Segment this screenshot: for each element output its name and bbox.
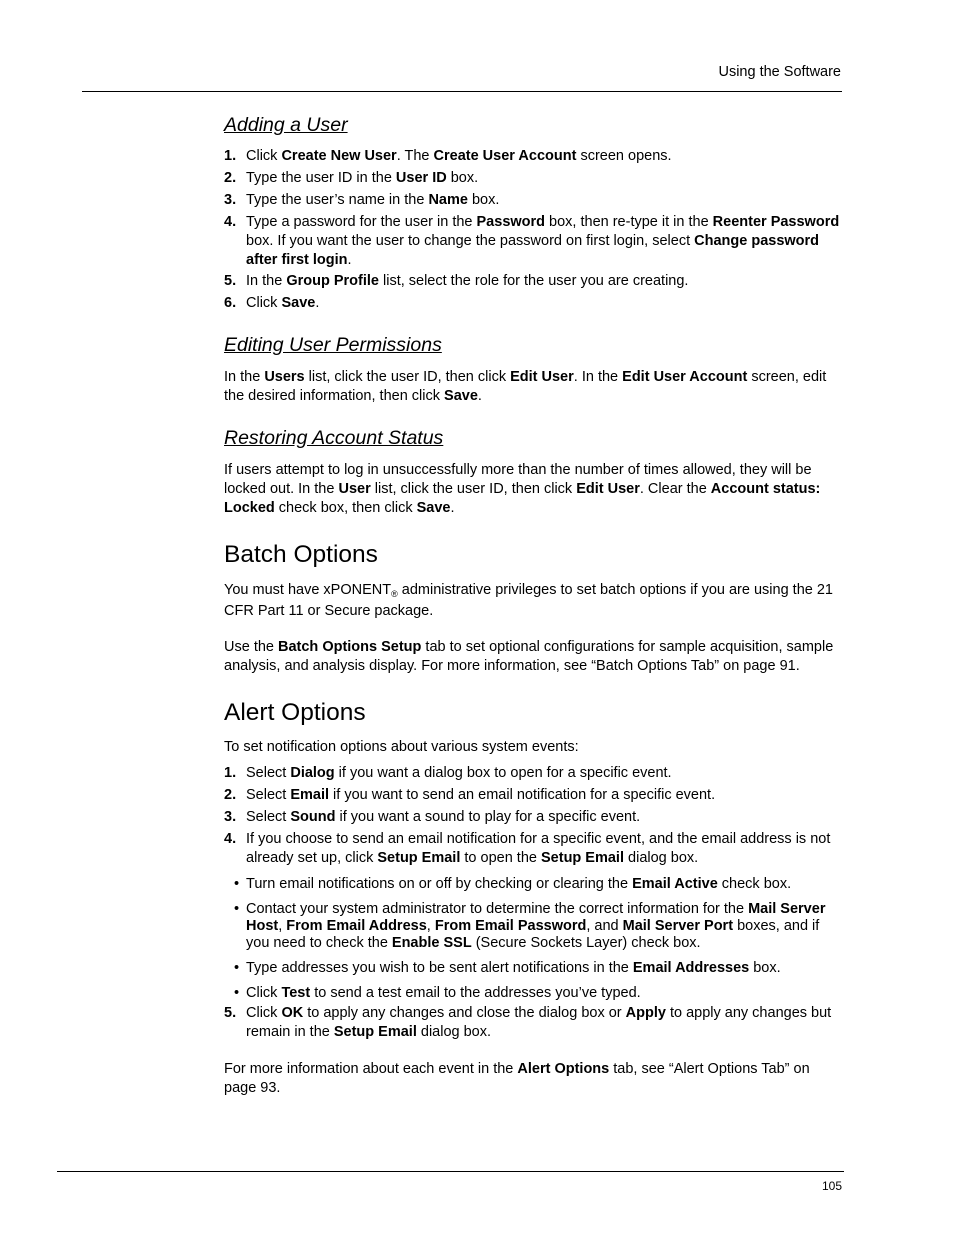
step-number: 5.: [224, 273, 237, 289]
step-number: 2.: [224, 170, 237, 186]
step-number: 1.: [224, 148, 237, 164]
footer-divider: [57, 1171, 844, 1172]
list-item: 1. Select Dialog if you want a dialog box to open for a specific event.: [224, 765, 672, 781]
bullet-icon: •: [234, 960, 240, 976]
alert-options-steps: [224, 764, 844, 868]
list-item: 2. Type the user ID in the User ID box.: [224, 170, 479, 186]
list-item: 6. Click Save.: [224, 295, 320, 311]
list-item: • Type addresses you wish to be sent alert notifications in the Email Addresses box.: [234, 960, 781, 976]
bullet-icon: •: [234, 876, 240, 892]
bullet-icon: •: [234, 985, 240, 1001]
step-number: 2.: [224, 787, 237, 803]
restoring-status-text: If users attempt to log in unsuccessfully more than the number of times allowed, they will be locked out. In the User list, click the user ID, then click Edit User. Clear the Account status: Locked check box, then click Save.: [224, 462, 821, 516]
step-number: 1.: [224, 765, 237, 781]
list-item: 1. Click Create New User. The Create User Account screen opens.: [224, 148, 672, 164]
list-item: 4. Type a password for the user in the Password box, then re-type it in the Reenter Password box. If you want the user to change the password on first login, select Change password after first login.: [224, 214, 840, 268]
list-item: • Contact your system administrator to determine the correct information for the Mail Server Host, From Email Address, From Email Password, and Mail Server Port boxes, and if you need to check the Enable SSL (Secure Sockets Layer) check box.: [234, 901, 826, 951]
adding-user-steps: [224, 147, 844, 313]
batch-options-para-2: Use the Batch Options Setup tab to set optional configurations for sample acquisition, sample analysis, and analysis display. For more information, see “Batch Options Tab” on page 91.: [224, 639, 834, 674]
list-item: 4. If you choose to send an email notification for a specific event, and the email address is not already set up, click Setup Email to open the Setup Email dialog box.: [224, 831, 831, 866]
page-content: [224, 112, 844, 1098]
list-item: • Click Test to send a test email to the addresses you’ve typed.: [234, 985, 641, 1001]
list-item: 3. Select Sound if you want a sound to play for a specific event.: [224, 809, 641, 825]
email-setup-bullets: [224, 876, 844, 1002]
step-number: 3.: [224, 192, 237, 208]
list-item: 5. In the Group Profile list, select the role for the user you are creating.: [224, 273, 689, 289]
alert-options-outro: For more information about each event in the Alert Options tab, see “Alert Options Tab” on page 93.: [224, 1061, 810, 1096]
alert-options-heading: Alert Options: [224, 699, 366, 726]
restoring-status-heading: Restoring Account Status: [224, 427, 444, 449]
list-item: • Turn email notifications on or off by checking or clearing the Email Active check box.: [234, 876, 792, 892]
page-number: 105: [821, 1179, 842, 1193]
header-divider: [82, 91, 842, 92]
step-number: 4.: [224, 214, 237, 230]
alert-options-final-step: [224, 1004, 844, 1042]
batch-options-heading: Batch Options: [224, 541, 378, 568]
list-item: 3. Type the user’s name in the Name box.: [224, 192, 500, 208]
running-header: Using the Software: [718, 64, 841, 80]
list-item: 2. Select Email if you want to send an email notification for a specific event.: [224, 787, 716, 803]
editing-permissions-heading: Editing User Permissions: [224, 334, 442, 356]
step-number: 4.: [224, 831, 237, 847]
alert-options-intro: To set notification options about various system events:: [224, 739, 579, 755]
step-number: 3.: [224, 809, 237, 825]
list-item: 5. Click OK to apply any changes and close the dialog box or Apply to apply any changes but remain in the Setup Email dialog box.: [224, 1005, 832, 1040]
batch-options-para-1: You must have xPONENT$_®$ administrative privileges to set batch options if you are using the 21 CFR Part 11 or Secure package.: [224, 582, 833, 619]
editing-permissions-text: In the Users list, click the user ID, then click Edit User. In the Edit User Account screen, edit the desired information, then click Save.: [224, 369, 827, 404]
adding-user-heading: Adding a User: [224, 114, 348, 136]
bullet-icon: •: [234, 901, 240, 917]
step-number: 6.: [224, 295, 237, 311]
step-number: 5.: [224, 1005, 237, 1021]
